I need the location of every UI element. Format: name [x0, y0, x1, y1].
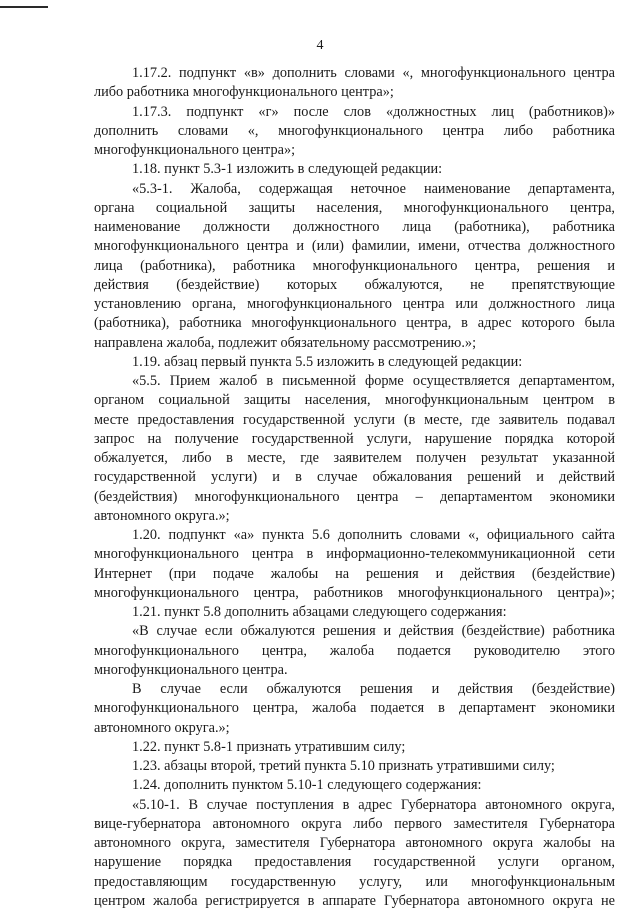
- text-line: 1.17.3. подпункт «г» после слов «должностных лиц (работников)»: [132, 103, 615, 120]
- text-line: Интернет (при подаче жалобы на решения и действия (бездействие): [94, 565, 615, 582]
- text-line: органом социальной защиты населения, многофункциональным центром в: [94, 392, 615, 409]
- text-line: автономного округа, заместителя Губернатора автономного округа жалобы на: [94, 835, 615, 851]
- text-line: предоставляющим государственную услугу, или многофункциональным: [94, 873, 615, 890]
- text-line: «5.10-1. В случае поступления в адрес Губернатора автономного округа,: [132, 796, 615, 813]
- text-line: многофункционального центра, жалоба подается в департамент экономики: [94, 700, 615, 717]
- text-line: действия (бездействие) которых обжалуются, не препятствующие: [94, 276, 615, 293]
- text-line: многофункционального центра»;: [94, 142, 296, 158]
- text-line: автономного округа.»;: [94, 719, 230, 736]
- text-line: 1.23. абзацы второй, третий пункта 5.10 признать утратившими силу;: [132, 758, 555, 774]
- text-line: установлению органа, многофункционального центра или должностного лица: [94, 296, 615, 312]
- text-line: месте предоставления государственной услуги (в месте, где заявитель подавал: [94, 411, 615, 428]
- text-line: нарушение порядка предоставления государственной услуги органом,: [94, 854, 615, 871]
- text-line: 1.19. абзац первый пункта 5.5 изложить в следующей редакции:: [132, 353, 523, 370]
- text-line: (бездействия) многофункционального центра – департаментом экономики: [94, 488, 615, 505]
- text-line: дополнить словами «, многофункционального центра либо работника: [94, 122, 615, 139]
- text-line: либо работника многофункционального центра»;: [94, 84, 394, 101]
- text-line: наименование должности должностного лица (работника), работника: [94, 219, 615, 235]
- text-line: центром жалоба регистрируется в аппарате Губернатора автономного округа не: [94, 892, 615, 909]
- corner-mark: [0, 6, 48, 8]
- text-line: обжалуется, либо в месте, где заявителем получен результат указанной: [94, 450, 615, 466]
- text-line: «5.5. Прием жалоб в письменной форме осуществляется департаментом,: [132, 373, 615, 389]
- text-line: 1.21. пункт 5.8 дополнить абзацами следующего содержания:: [132, 604, 507, 620]
- page-number: 4: [316, 38, 324, 53]
- text-line: многофункционального центра, работников многофункционального центра)»;: [94, 584, 615, 601]
- text-line: 1.18. пункт 5.3-1 изложить в следующей редакции:: [132, 161, 443, 178]
- text-line: многофункционального центра в информационно-телекоммуникационной сети: [94, 546, 615, 563]
- text-line: лица (работника), работника многофункционального центра, решения и: [94, 257, 615, 274]
- text-line: многофункционального центра.: [94, 661, 288, 678]
- text-line: направлена жалоба, подлежит обязательному рассмотрению.»;: [94, 334, 477, 351]
- text-line: «В случае если обжалуются решения и действия (бездействие) работника: [132, 623, 615, 640]
- text-line: 1.17.2. подпункт «в» дополнить словами «, многофункционального центра: [132, 65, 615, 81]
- document-body: [94, 64, 615, 911]
- text-line: запрос на получение государственной услуги, нарушение порядка которой: [94, 430, 615, 447]
- text-line: 1.22. пункт 5.8-1 признать утратившим силу;: [132, 738, 406, 755]
- text-line: органа социальной защиты населения, многофункционального центра,: [94, 199, 615, 216]
- text-line: (работника), работника многофункционального центра, в адрес которого была: [94, 315, 615, 332]
- text-line: 1.20. подпункт «а» пункта 5.6 дополнить словами «, официального сайта: [132, 527, 615, 543]
- text-line: «5.3-1. Жалоба, содержащая неточное наименование департамента,: [132, 180, 615, 197]
- text-line: В случае если обжалуются решения и действия (бездействие): [132, 681, 615, 697]
- text-line: 1.24. дополнить пунктом 5.10-1 следующего содержания:: [132, 777, 482, 794]
- text-line: многофункционального центра, жалоба подается руководителю этого: [94, 642, 615, 659]
- text-line: многофункционального центра и (или) фамилии, имени, отчества должностного: [94, 238, 615, 255]
- text-line: государственной услуги) и в случае обжалования решений и действий: [94, 469, 615, 486]
- text-line: автономного округа.»;: [94, 507, 230, 524]
- text-line: вице-губернатора автономного округа либо первого заместителя Губернатора: [94, 815, 615, 832]
